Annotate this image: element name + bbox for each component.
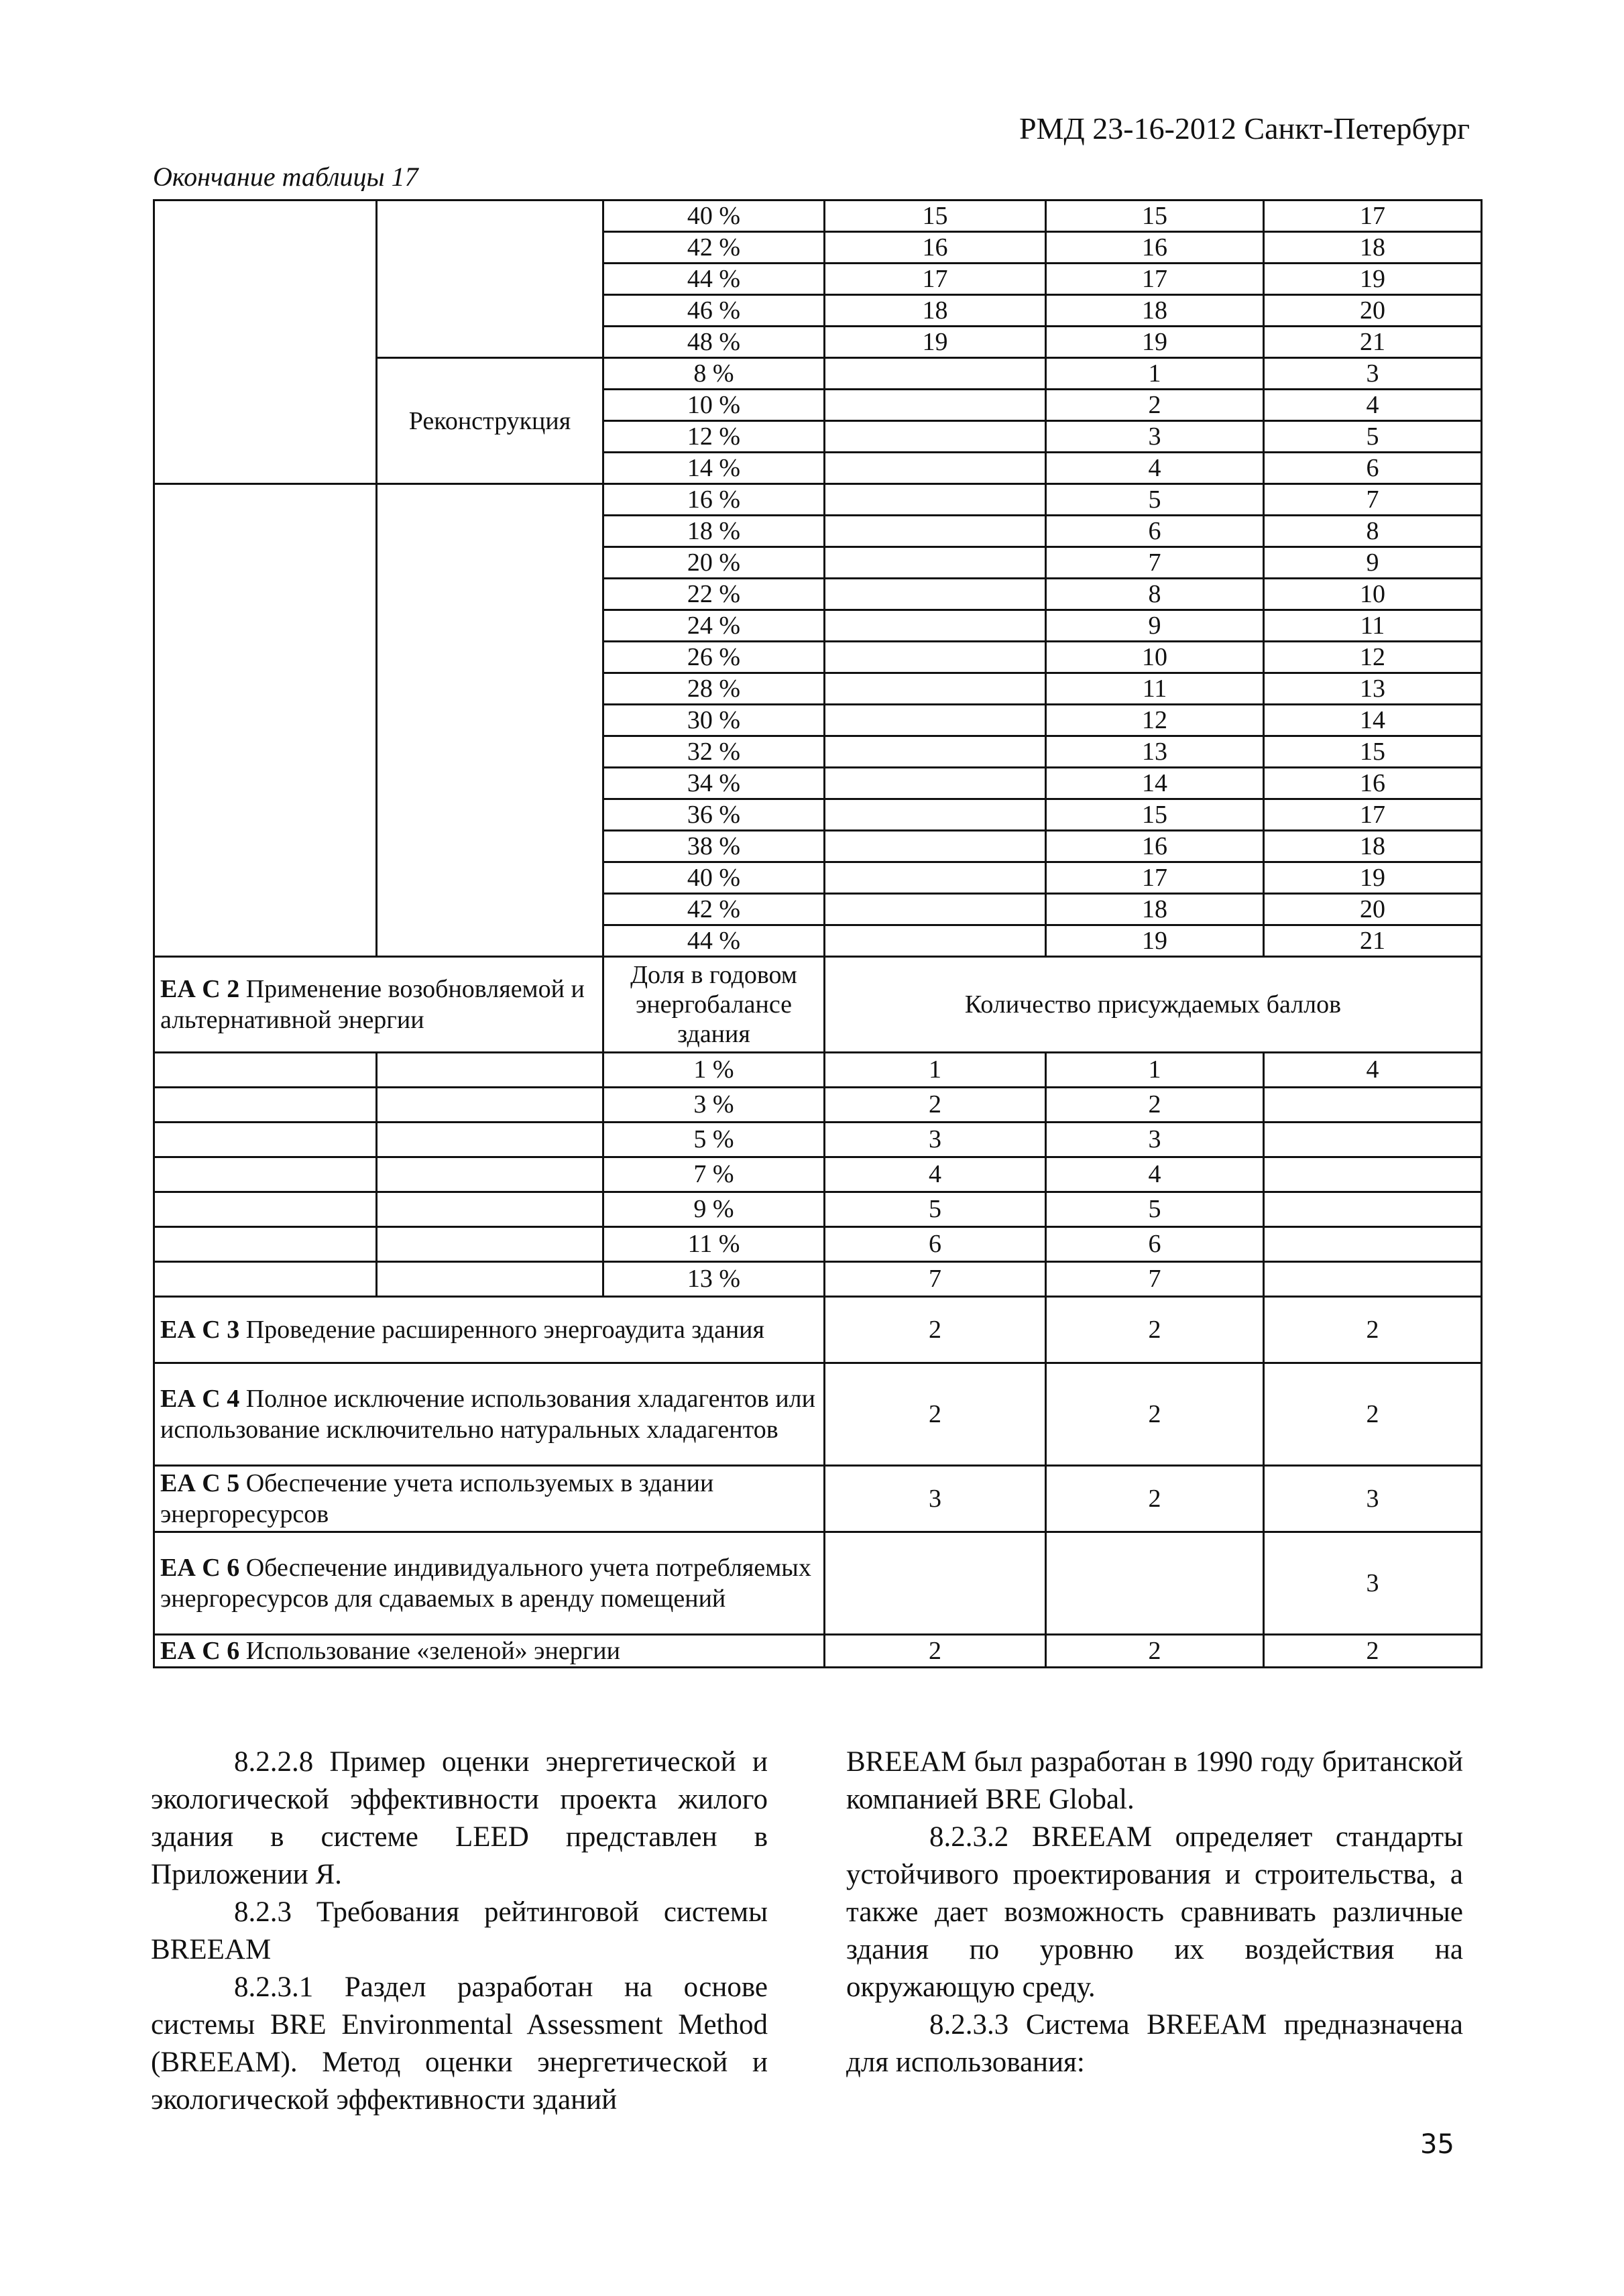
- empty-cell: [377, 1192, 603, 1227]
- table-cell: 13 %: [603, 1262, 825, 1297]
- table-cell: 17: [1264, 799, 1482, 831]
- paragraph: 8.2.3.3 Система BREEAM предназначена для использования:: [846, 2009, 1463, 2078]
- table-cell: 7: [825, 1262, 1046, 1297]
- table-cell: 5: [825, 1192, 1046, 1227]
- table-cell: 2: [825, 1088, 1046, 1123]
- table-row: [154, 1262, 1482, 1297]
- table-cell: 26 %: [603, 642, 825, 673]
- table-cell: 1: [825, 1053, 1046, 1088]
- table-cell: [825, 421, 1046, 453]
- table-cell: 17: [1046, 862, 1264, 894]
- credit-title: Обеспечение индивидуального учета потребляемых энергоресурсов для сдаваемых в аренду помещений: [160, 1554, 811, 1613]
- table-cell: 19: [1264, 862, 1482, 894]
- table-cell: 13: [1046, 736, 1264, 768]
- table-cell: 10 %: [603, 390, 825, 421]
- paragraph: BREEAM был разработан в 1990 году британской компанией BRE Global.: [846, 1746, 1463, 1815]
- table-cell: 16: [1046, 232, 1264, 264]
- table-cell: [825, 862, 1046, 894]
- table-cell: 4: [825, 1157, 1046, 1192]
- table-cell: [825, 831, 1046, 862]
- table-cell: 18: [1046, 894, 1264, 925]
- table-cell: [825, 768, 1046, 799]
- table-cell: 16: [1264, 768, 1482, 799]
- table-cell: [1264, 1192, 1482, 1227]
- table-cell: [825, 516, 1046, 547]
- table-cell: 18: [1264, 232, 1482, 264]
- points-header: Количество присуждаемых баллов: [825, 957, 1482, 1053]
- table-cell: [825, 673, 1046, 705]
- table-cell: 2: [825, 1635, 1046, 1668]
- table-row: [154, 1297, 1482, 1363]
- table-cell: [1264, 1088, 1482, 1123]
- page-number: 35: [1420, 2129, 1454, 2160]
- table-cell: 18: [825, 295, 1046, 327]
- table-cell: 9 %: [603, 1192, 825, 1227]
- credit-title: Проведение расширенного энергоаудита здания: [239, 1316, 764, 1344]
- table-cell: 44 %: [603, 925, 825, 957]
- table-cell: 2: [825, 1363, 1046, 1466]
- table-cell: 5: [1264, 421, 1482, 453]
- table-cell: 8 %: [603, 358, 825, 390]
- credit-cell: [154, 484, 377, 957]
- empty-cell: [154, 1157, 377, 1192]
- table-row: [154, 1088, 1482, 1123]
- table-cell: 10: [1264, 579, 1482, 610]
- empty-cell: [154, 1227, 377, 1262]
- table-cell: 4: [1264, 1053, 1482, 1088]
- table-cell: 3: [1046, 421, 1264, 453]
- table-cell: 2: [1264, 1297, 1482, 1363]
- table-cell: [825, 547, 1046, 579]
- table-cell: 32 %: [603, 736, 825, 768]
- table-cell: 18: [1264, 831, 1482, 862]
- table-cell: 17: [825, 264, 1046, 295]
- table-cell: 6: [825, 1227, 1046, 1262]
- table-cell: 42 %: [603, 232, 825, 264]
- table-cell: [825, 453, 1046, 484]
- table-cell: 13: [1264, 673, 1482, 705]
- table-cell: 24 %: [603, 610, 825, 642]
- table-cell: 2: [825, 1297, 1046, 1363]
- table-cell: 11: [1046, 673, 1264, 705]
- table-cell: 7: [1046, 547, 1264, 579]
- table-cell: 5: [1046, 484, 1264, 516]
- empty-cell: [377, 1053, 603, 1088]
- empty-cell: [154, 1088, 377, 1123]
- credit-title: Применение возобновляемой и альтернативной энергии: [160, 975, 585, 1034]
- table-cell: 1 %: [603, 1053, 825, 1088]
- table-row: [154, 200, 1482, 232]
- credit-code: ЕА С 6: [160, 1637, 240, 1665]
- table-cell: 1: [1046, 1053, 1264, 1088]
- table-cell: 12: [1046, 705, 1264, 736]
- table-row: [154, 957, 1482, 1053]
- table-cell: [825, 925, 1046, 957]
- table-cell: 42 %: [603, 894, 825, 925]
- credit-title: Полное исключение использования хладагентов или использование исключительно натуральных хладагентов: [160, 1385, 815, 1444]
- empty-cell: [154, 1192, 377, 1227]
- scoring-table: [153, 199, 1483, 1668]
- empty-cell: [154, 1123, 377, 1157]
- table-cell: [1264, 1262, 1482, 1297]
- table-cell: 3: [1046, 1123, 1264, 1157]
- table-cell: 2: [1046, 1635, 1264, 1668]
- table-cell: 19: [1046, 925, 1264, 957]
- table-cell: 3: [825, 1466, 1046, 1532]
- table-cell: 5 %: [603, 1123, 825, 1157]
- table-cell: 12 %: [603, 421, 825, 453]
- table-cell: [825, 642, 1046, 673]
- table-cell: 3: [1264, 1466, 1482, 1532]
- credit-cell: [154, 200, 377, 484]
- table-row: [154, 1363, 1482, 1466]
- table-cell: [825, 894, 1046, 925]
- credit-code: ЕА С 2: [160, 975, 240, 1003]
- empty-cell: [377, 1088, 603, 1123]
- table-cell: 1: [1046, 358, 1264, 390]
- empty-cell: [377, 1157, 603, 1192]
- table-cell: [825, 358, 1046, 390]
- credit-code: ЕА С 4: [160, 1385, 240, 1413]
- table-cell: 10: [1046, 642, 1264, 673]
- credit-code: ЕА С 3: [160, 1316, 240, 1344]
- table-row: [154, 1227, 1482, 1262]
- table-cell: [825, 705, 1046, 736]
- table-cell: 6: [1046, 516, 1264, 547]
- table-cell: 17: [1264, 200, 1482, 232]
- credit-label: [154, 1635, 825, 1668]
- table-cell: 2: [1046, 1363, 1264, 1466]
- table-row: [154, 1635, 1482, 1668]
- table-cell: 15: [825, 200, 1046, 232]
- table-cell: [825, 390, 1046, 421]
- table-cell: 6: [1264, 453, 1482, 484]
- table-row: [154, 1532, 1482, 1635]
- table-cell: 2: [1046, 390, 1264, 421]
- table-cell: 4: [1046, 1157, 1264, 1192]
- table-cell: 44 %: [603, 264, 825, 295]
- table-cell: 4: [1264, 390, 1482, 421]
- subcategory-cell: [377, 200, 603, 358]
- table-cell: 2: [1046, 1297, 1264, 1363]
- table-cell: 3: [1264, 1532, 1482, 1635]
- table-cell: 16 %: [603, 484, 825, 516]
- credit-label: [154, 1532, 825, 1635]
- table-cell: 18 %: [603, 516, 825, 547]
- table-cell: 46 %: [603, 295, 825, 327]
- table-cell: 14 %: [603, 453, 825, 484]
- table-cell: 40 %: [603, 862, 825, 894]
- body-column-left: [151, 1743, 768, 2119]
- table-cell: [1046, 1532, 1264, 1635]
- table-cell: 38 %: [603, 831, 825, 862]
- credit-label: [154, 1466, 825, 1532]
- table-cell: 19: [1264, 264, 1482, 295]
- empty-cell: [377, 1227, 603, 1262]
- table-cell: 3 %: [603, 1088, 825, 1123]
- credit-label: [154, 957, 603, 1053]
- table-cell: 21: [1264, 925, 1482, 957]
- table-cell: 14: [1046, 768, 1264, 799]
- table-row: [154, 1157, 1482, 1192]
- table-cell: 12: [1264, 642, 1482, 673]
- table-cell: 9: [1046, 610, 1264, 642]
- table-cell: 16: [1046, 831, 1264, 862]
- body-column-right: [846, 1743, 1463, 2081]
- table-cell: 30 %: [603, 705, 825, 736]
- empty-cell: [377, 1123, 603, 1157]
- credit-title: Обеспечение учета используемых в здании энергоресурсов: [160, 1469, 714, 1528]
- table-cell: 16: [825, 232, 1046, 264]
- reconstruction-label: Реконструкция: [377, 358, 603, 484]
- table-cell: 36 %: [603, 799, 825, 831]
- table-row: [154, 484, 1482, 516]
- table-cell: 20: [1264, 295, 1482, 327]
- share-header: Доля в годовом энергобалансе здания: [603, 957, 825, 1053]
- table-row: [154, 1192, 1482, 1227]
- table-cell: 28 %: [603, 673, 825, 705]
- table-cell: 14: [1264, 705, 1482, 736]
- table-cell: 20 %: [603, 547, 825, 579]
- table-cell: 15: [1264, 736, 1482, 768]
- credit-code: ЕА С 6: [160, 1554, 240, 1582]
- table-cell: 19: [825, 327, 1046, 358]
- empty-cell: [154, 1053, 377, 1088]
- document-header: РМД 23-16-2012 Санкт-Петербург: [1019, 111, 1470, 146]
- table-cell: 7: [1046, 1262, 1264, 1297]
- table-cell: 22 %: [603, 579, 825, 610]
- table-cell: 20: [1264, 894, 1482, 925]
- credit-label: [154, 1363, 825, 1466]
- table-cell: 17: [1046, 264, 1264, 295]
- paragraph: 8.2.3.1 Раздел разработан на основе системы BRE Environmental Assessment Method (BREEAM). Метод оценки энергетической и экологической эффективности зданий: [151, 1971, 768, 2116]
- table-cell: [825, 799, 1046, 831]
- table-cell: 48 %: [603, 327, 825, 358]
- table-cell: 40 %: [603, 200, 825, 232]
- table-cell: 11 %: [603, 1227, 825, 1262]
- table-cell: 11: [1264, 610, 1482, 642]
- table-cell: 2: [1264, 1635, 1482, 1668]
- table-cell: [825, 579, 1046, 610]
- table-cell: 21: [1264, 327, 1482, 358]
- table-cell: 2: [1046, 1088, 1264, 1123]
- table-cell: 2: [1264, 1363, 1482, 1466]
- table-cell: [825, 1532, 1046, 1635]
- table-cell: [1264, 1123, 1482, 1157]
- table-cell: 7: [1264, 484, 1482, 516]
- table-cell: [825, 736, 1046, 768]
- table-row: [154, 1053, 1482, 1088]
- table-cell: 8: [1046, 579, 1264, 610]
- table-cell: 8: [1264, 516, 1482, 547]
- table-caption: Окончание таблицы 17: [153, 162, 418, 192]
- table-cell: 15: [1046, 200, 1264, 232]
- credit-title: Использование «зеленой» энергии: [239, 1637, 620, 1665]
- table-cell: 2: [1046, 1466, 1264, 1532]
- credit-code: ЕА С 5: [160, 1469, 240, 1497]
- table-cell: 19: [1046, 327, 1264, 358]
- table-cell: 18: [1046, 295, 1264, 327]
- table-cell: 9: [1264, 547, 1482, 579]
- section-heading: 8.2.3 Требования рейтинговой системы BREEAM: [151, 1896, 768, 1965]
- table-row: [154, 1123, 1482, 1157]
- table-row: [154, 1466, 1482, 1532]
- table-cell: 7 %: [603, 1157, 825, 1192]
- table-cell: 3: [1264, 358, 1482, 390]
- table-cell: [1264, 1227, 1482, 1262]
- empty-cell: [154, 1262, 377, 1297]
- table-cell: [1264, 1157, 1482, 1192]
- credit-label: [154, 1297, 825, 1363]
- table-cell: 34 %: [603, 768, 825, 799]
- table-cell: 6: [1046, 1227, 1264, 1262]
- table-cell: [825, 484, 1046, 516]
- table-cell: 15: [1046, 799, 1264, 831]
- table-cell: 4: [1046, 453, 1264, 484]
- empty-cell: [377, 1262, 603, 1297]
- table-cell: [825, 610, 1046, 642]
- table-cell: 3: [825, 1123, 1046, 1157]
- subcategory-cell: [377, 484, 603, 957]
- table-cell: 5: [1046, 1192, 1264, 1227]
- paragraph: 8.2.3.2 BREEAM определяет стандарты устойчивого проектирования и строительства, а также дает возможность сравнивать различные здания по уровню их воздействия на окружающую среду.: [846, 1821, 1463, 2003]
- paragraph: 8.2.2.8 Пример оценки энергетической и экологической эффективности проекта жилого здания в системе LEED представлен в Приложении Я.: [151, 1746, 768, 1890]
